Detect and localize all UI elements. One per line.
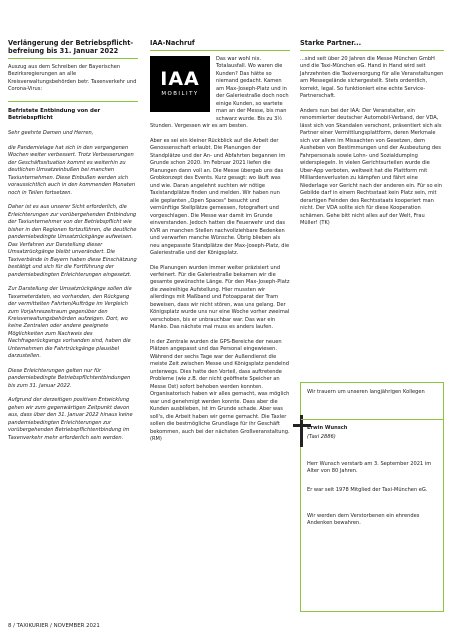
obituary-intro: Wir trauern um unseren langjährigen Kollegen [307, 389, 425, 395]
obituary-dates: (Taxi 2886) [307, 434, 336, 440]
page-footer: 8 / TAXIKURIER / NOVEMBER 2021 [8, 623, 100, 629]
paragraph: Die Planungen wurden immer weiter präzisiert und verfeinert. Für die Galeriestraße bekamen wir die gesamte gewünschte Länge. Für den Max-Joseph-Platz die zweireihige Aufstellung. Hier mussten wir allerdings mit Maßband und Fotoapparat der Tram beweisen, dass wir nicht stören, was uns gelang. Der Königsplatz wurde uns nur eine Woche vorher zweimal verschoben, bis er unbrauchbar war. Das war ein Manko. Das nächste mal muss es anders laufen. [150, 264, 290, 331]
logo-text: IAA [160, 68, 200, 91]
article-heading: Starke Partner... [300, 40, 444, 51]
divider [301, 419, 443, 420]
paragraph: ...sind seit über 20 Jahren die Messe München GmbH und die Taxi-München eG. Hand in Hand wird seit Jahrzehnten die Taxiversorgung für alle Veranstaltungen am Messegelände sichergestellt. Stets ordentlich, korrekt, legal. So funktioniert eine echte Service-Partnerschaft. [300, 55, 444, 100]
paragraph: In der Zentrale wurden die GPS-Bereiche der neuen Plätzen angepasst und das Personal eingewiesen. Während der sechs Tage war der Außendienst die meiste Zeit zwischen Messe und Königsplatz pendelnd unterwegs. Dies hatte den Vorteil, dass auftretende Probleme (wie z.B. der nicht geöffnete Speicher an Messe Ost) sofort behoben werden konnten. Organisatorisch haben wir alles gemacht, was möglich war und genehmigt werden konnte. Dass aber die Kunden ausblieben, ist im Grunde schade. Aber was soll's, die Arbeit haben wir gerne gemacht. Die Taxler sollen die bestmögliche Grundlage für ihr Geschäft bekommen, auch bei der nächsten Großveranstaltung. (RM) [150, 338, 290, 443]
paragraph: Zur Darstellung der Umsatzrückgänge sollen die Taxameterdaten, wo vorhanden, den Rückgang der vermittelten Fahrten/Auftröge im Vergleich zum Vorjahreszeitraum gegenüber den Kreisverwaltungsbehörden aufzeigen. Dort, wo keine Zentralen oder andere geeignete Möglichkeiten zum Nachweis des Nachfragerückgangs vorhanden sind, haben die Unternehmen die Fahrtrückgänge plausibel darzustellen. [8, 286, 132, 360]
paragraph: Diese Erleichterungen gelten nur für pandemiebedingte Betriebspflichtentbindungen bis zum 31. Januar 2022. [8, 367, 131, 389]
obituary-text: Herr Wunsch verstarb am 3. September 2021 im Alter von 80 Jahren. [307, 461, 432, 475]
article-iaa-nachruf [150, 40, 290, 451]
obituary-box [300, 382, 444, 612]
paragraph: Aber es sei ein kleiner Rückblick auf die Arbeit der Genossenschaft erlaubt. Die Planungen der Standplätze und der An- und Abfahrten begannen im Grunde schon 2020. Im Februar 2021 liefen die Planungen dann voll an. Die Messe übergab uns das Grobkonzept des Events. Kurz gesagt: wo läuft was und wie. Daran angelehnt suchten wir nötige Taxistandplätze finden und melden. Wir haben nun alle geplanten „Open Spaces" besucht und vernünftige Stellplätze gemessen, fotografiert und vorgeschlagen. Die Messe war damit im Grunde einverstanden. Jedoch hatten die Feuerwehr und das KVR an manchen Stellen nachvollziehbare Bedenken und verwarfen manche Wünsche. Übrig blieben als neu angepasste Standplätze der Max-Joseph-Platz, die Galeriestraße und der Königsplatz. [150, 137, 290, 257]
divider [8, 101, 138, 102]
article-heading: Verlängerung der Betriebspflicht-befreiung bis 31. Januar 2022 [8, 40, 138, 59]
paragraph: Daher ist es aus unserer Sicht erforderlich, die Erleichterungen zur vorübergehenden Entbindung der Taxiunternehmer von der Betriebspflicht wie bisher in den Regionen fortzuführen, die deutliche pandemiebedingte Umsatzrückgänge aufweisen. Das Verfahren zur Darstellung dieser Umsatzrückgänge bleibt unverändert. Die Taxiverbände in Bayern haben diese Einschätzung bestätigt und sich für die Fortführung der pandemiebedingten Erleichterungen eingesetzt. [8, 204, 137, 278]
article-betriebspflicht [8, 40, 138, 449]
paragraph: Aufgrund der derzeitigen positiven Entwicklung gehen wir zum gegenwärtigen Zeitpunkt davon aus, dass über den 31. Januar 2022 hinaus keine pandemiebedingten Erleichterungen zur vorübergehenden Betriebspflichtentbindung im Taxenverkehr mehr erforderlich sein werden. [8, 397, 133, 441]
intro-text: Auszug aus dem Schreiben der Bayerischen Bezirksregierungen an alle Kreisverwaltungsbehörden betr. Taxenverkehr und Corona-Virus: [8, 63, 137, 93]
article-starke-partner [300, 40, 444, 235]
obituary-text: Wir werden dem Verstorbenen ein ehrendes Andenken bewahren. [307, 513, 420, 527]
obituary-name: Erwin Wunsch [307, 425, 348, 431]
article-heading: IAA-Nachruf [150, 40, 290, 51]
paragraph: Sehr geehrte Damen und Herren, [8, 130, 94, 137]
subheading: Befristete Entbindung von der Betriebspflicht [8, 107, 101, 122]
paragraph: Das war wohl nix. Totalausfall. Wo waren die Kunden? Das hätte so niemand gedacht. Kamen am Max-Joseph-Platz und in der Galeriestraße doch noch einige Kunden, so wartete man an der Messe, bis man schwarz wurde. Bis zu 3½ Stunden. Vergessen wir es am besten. [150, 55, 289, 130]
iaa-mobility-logo [150, 56, 210, 112]
paragraph: Anders nun bei der IAA: Der Veranstalter, ein renommierter deutscher Automobil-Verband, der VDA, lässt sich von Skandalen verschont, präsentiert sich als Partner einer Vermittlungsplattform, deren Merkmale sich vor allem im Missachten von Gesetzen, dem Ausheben von Bestimmungen und der Ausbeutung des Fahrpersonals sowie Lohn- und Sozialdumping widerspiegeln. In vielen Gerichtsurteilen wurde die Uber-App verboten, weltweit hat die Plattform mit Milliardenverlusten zu kämpfen und fährt eine Niederlage vor Gericht nach der anderen ein. Für so ein Gebilde darf in einem Rechtsstaat kein Platz sein, mit derartigen Feinden des Rechtsstaats kooperiert man nicht. Der VDA sollte sich für diese Kooperation schämen. Gehe bitt nicht alles auf der Welt, Frau Müller! (TK) [300, 107, 442, 227]
logo-subtext: MOBILITY [161, 91, 199, 98]
obituary-text: Er war seit 1978 Mitglied der Taxi-München eG. [307, 487, 428, 493]
paragraph: die Pandemielage hat sich in den vergangenen Wochen weiter verbessert. Trotz Verbesserungen der Geschäftssituation kommt es weiterhin zu deutlichen Umsatzeinbußen bei manchen Taxiunternehmen. Diese Einbußen werden sich voraussichtlich auch in den kommenden Monaten noch in Teilen fortsetzen. [8, 144, 136, 196]
